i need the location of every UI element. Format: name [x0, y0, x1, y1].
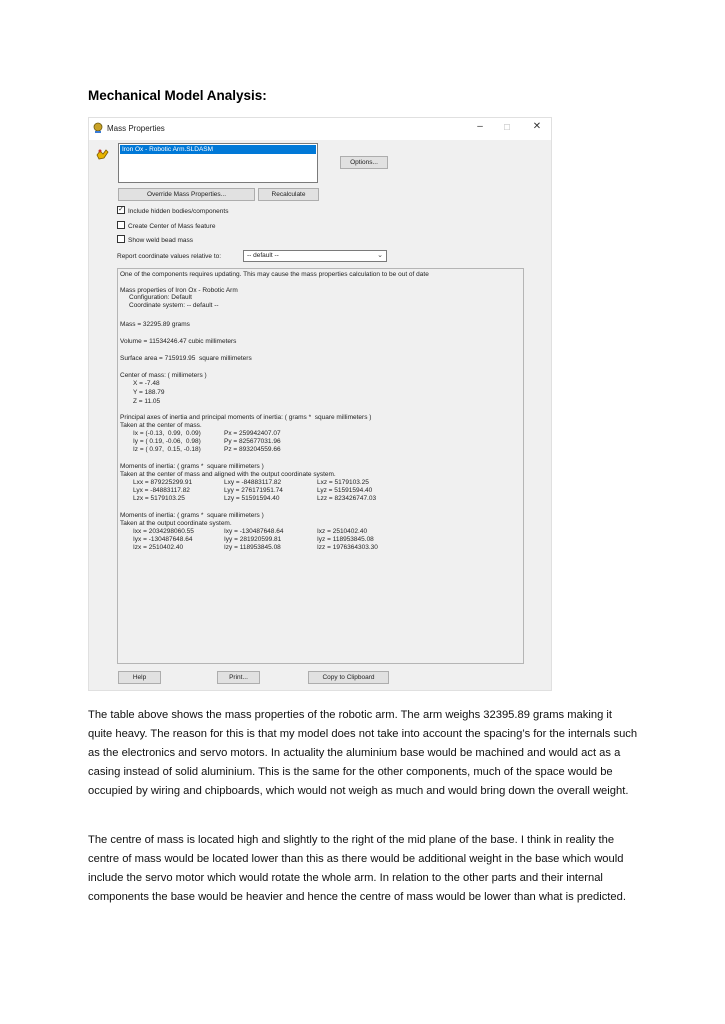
coordinate-system-value: -- default -- — [247, 252, 279, 259]
moi-out-subheader: Taken at the output coordinate system. — [120, 520, 232, 527]
recalculate-button[interactable]: Recalculate — [258, 188, 319, 201]
moi-out-cell: Ixx = 2034298060.55 — [133, 528, 194, 535]
moi-com-cell: Lxx = 879225299.91 — [133, 479, 193, 486]
moi-out-cell: Izz = 1976364303.30 — [317, 544, 378, 551]
create-com-checkbox[interactable] — [117, 221, 125, 229]
volume-value: Volume = 11534246.47 cubic millimeters — [120, 338, 237, 345]
dialog-title: Mass Properties — [107, 124, 165, 133]
print-button[interactable]: Print... — [217, 671, 260, 684]
principal-moment-z: Pz = 893204559.66 — [224, 446, 281, 453]
surface-area-value: Surface area = 715919.95 square millimeters — [120, 355, 252, 362]
com-x-value: X = -7.48 — [133, 380, 160, 387]
principal-moment-x: Px = 259942407.07 — [224, 430, 281, 437]
moi-com-subheader: Taken at the center of mass and aligned with the output coordinate system. — [120, 471, 336, 478]
moi-out-cell: Izx = 2510402.40 — [133, 544, 184, 551]
principal-moment-y: Py = 825677031.96 — [224, 438, 281, 445]
include-hidden-checkbox-row[interactable] — [117, 207, 228, 217]
close-button[interactable]: ✕ — [532, 121, 542, 132]
principal-header: Principal axes of inertia and principal moments of inertia: ( grams * square millimeters ) — [120, 414, 372, 421]
moi-out-cell: Ixz = 2510402.40 — [317, 528, 368, 535]
coordinate-label: Report coordinate values relative to: — [117, 253, 222, 260]
scale-icon — [92, 122, 104, 134]
options-button[interactable]: Options... — [340, 156, 388, 169]
selected-components-list[interactable] — [118, 143, 318, 183]
warning-text: One of the components requires updating. This may cause the mass properties calculation to be out of date — [120, 271, 429, 278]
configuration-text: Configuration: Default — [129, 294, 192, 301]
mass-properties-dialog — [88, 117, 552, 691]
coordinate-system-text: Coordinate system: -- default -- — [129, 302, 219, 309]
paragraph-mass-discussion: The table above shows the mass properties of the robotic arm. The arm weighs 32395.89 grams making it quite heavy. The reason for this is that my model does not take into account the spacing’s for the internals such as the electronics and servo motors. In actuality the aluminium base would be machined and would act as a casing instead of solid aluminium. This is the same for the other components, much of the space would be occupied by wiring and chipboards, which would not weigh as much and would bring down the overall weight. — [88, 709, 638, 798]
moi-out-cell: Izy = 118953845.08 — [224, 544, 281, 551]
moi-out-cell: Iyx = -130487648.64 — [133, 536, 193, 543]
create-com-checkbox-row[interactable] — [117, 222, 215, 232]
copy-to-clipboard-button[interactable]: Copy to Clipboard — [308, 671, 389, 684]
principal-axis-z: Iz = ( 0.97, 0.15, -0.18) — [133, 446, 201, 453]
page-heading: Mechanical Model Analysis: — [88, 88, 267, 103]
show-weld-checkbox-row[interactable] — [117, 236, 193, 246]
include-hidden-checkbox[interactable]: ✓ — [118, 206, 124, 214]
com-z-value: Z = 11.05 — [133, 398, 161, 405]
checkbox-label: Show weld bead mass — [128, 237, 194, 244]
moi-com-cell: Lyx = -84883117.82 — [133, 487, 190, 494]
minimize-button[interactable]: – — [477, 121, 483, 132]
checkbox-label: Include hidden bodies/components — [128, 208, 229, 215]
moi-out-cell: Iyz = 118953845.08 — [317, 536, 374, 543]
list-item[interactable]: Iron Ox - Robotic Arm.SLDASM — [120, 145, 316, 154]
moi-com-cell: Lzz = 823426747.03 — [317, 495, 377, 502]
moi-out-cell: Ixy = -130487648.64 — [224, 528, 284, 535]
moi-com-cell: Lzy = 51591594.40 — [224, 495, 280, 502]
moi-com-cell: Lxz = 5179103.25 — [317, 479, 369, 486]
show-weld-checkbox[interactable] — [117, 235, 125, 243]
principal-axis-y: Iy = ( 0.19, -0.06, 0.98) — [133, 438, 201, 445]
hand-pin-icon — [94, 146, 110, 162]
moi-out-cell: Iyy = 281920599.81 — [224, 536, 282, 543]
moi-com-cell: Lxy = -84883117.82 — [224, 479, 282, 486]
props-title: Mass properties of Iron Ox - Robotic Arm — [120, 287, 238, 294]
moi-com-cell: Lyz = 51591594.40 — [317, 487, 373, 494]
coordinate-system-select[interactable] — [243, 250, 387, 262]
chevron-down-icon: ⌄ — [377, 252, 383, 259]
paragraph-centre-of-mass-discussion: The centre of mass is located high and slightly to the right of the mid plane of the base. I think in reality the centre of mass would be located lower than this as there would be additional weight in the base which would include the servo motor which would rotate the whole arm. In relation to the other parts and their internal components the base would be heavier and hence the centre of mass would be lower than what is predicted. — [88, 834, 626, 904]
com-y-value: Y = 188.79 — [133, 389, 165, 396]
moi-com-cell: Lzx = 5179103.25 — [133, 495, 185, 502]
mass-value: Mass = 32295.89 grams — [120, 321, 190, 328]
results-panel[interactable] — [117, 268, 524, 664]
dialog-titlebar — [89, 118, 551, 140]
moi-com-cell: Lyy = 276171951.74 — [224, 487, 283, 494]
principal-axis-x: Ix = (-0.13, 0.99, 0.09) — [133, 430, 201, 437]
moi-com-header: Moments of inertia: ( grams * square millimeters ) — [120, 463, 264, 470]
com-header: Center of mass: ( millimeters ) — [120, 372, 207, 379]
principal-subheader: Taken at the center of mass. — [120, 422, 202, 429]
moi-out-header: Moments of inertia: ( grams * square millimeters ) — [120, 512, 264, 519]
checkbox-label: Create Center of Mass feature — [128, 223, 216, 230]
help-button[interactable]: Help — [118, 671, 161, 684]
override-mass-properties-button[interactable]: Override Mass Properties... — [118, 188, 255, 201]
maximize-button[interactable]: ☐ — [503, 123, 511, 132]
